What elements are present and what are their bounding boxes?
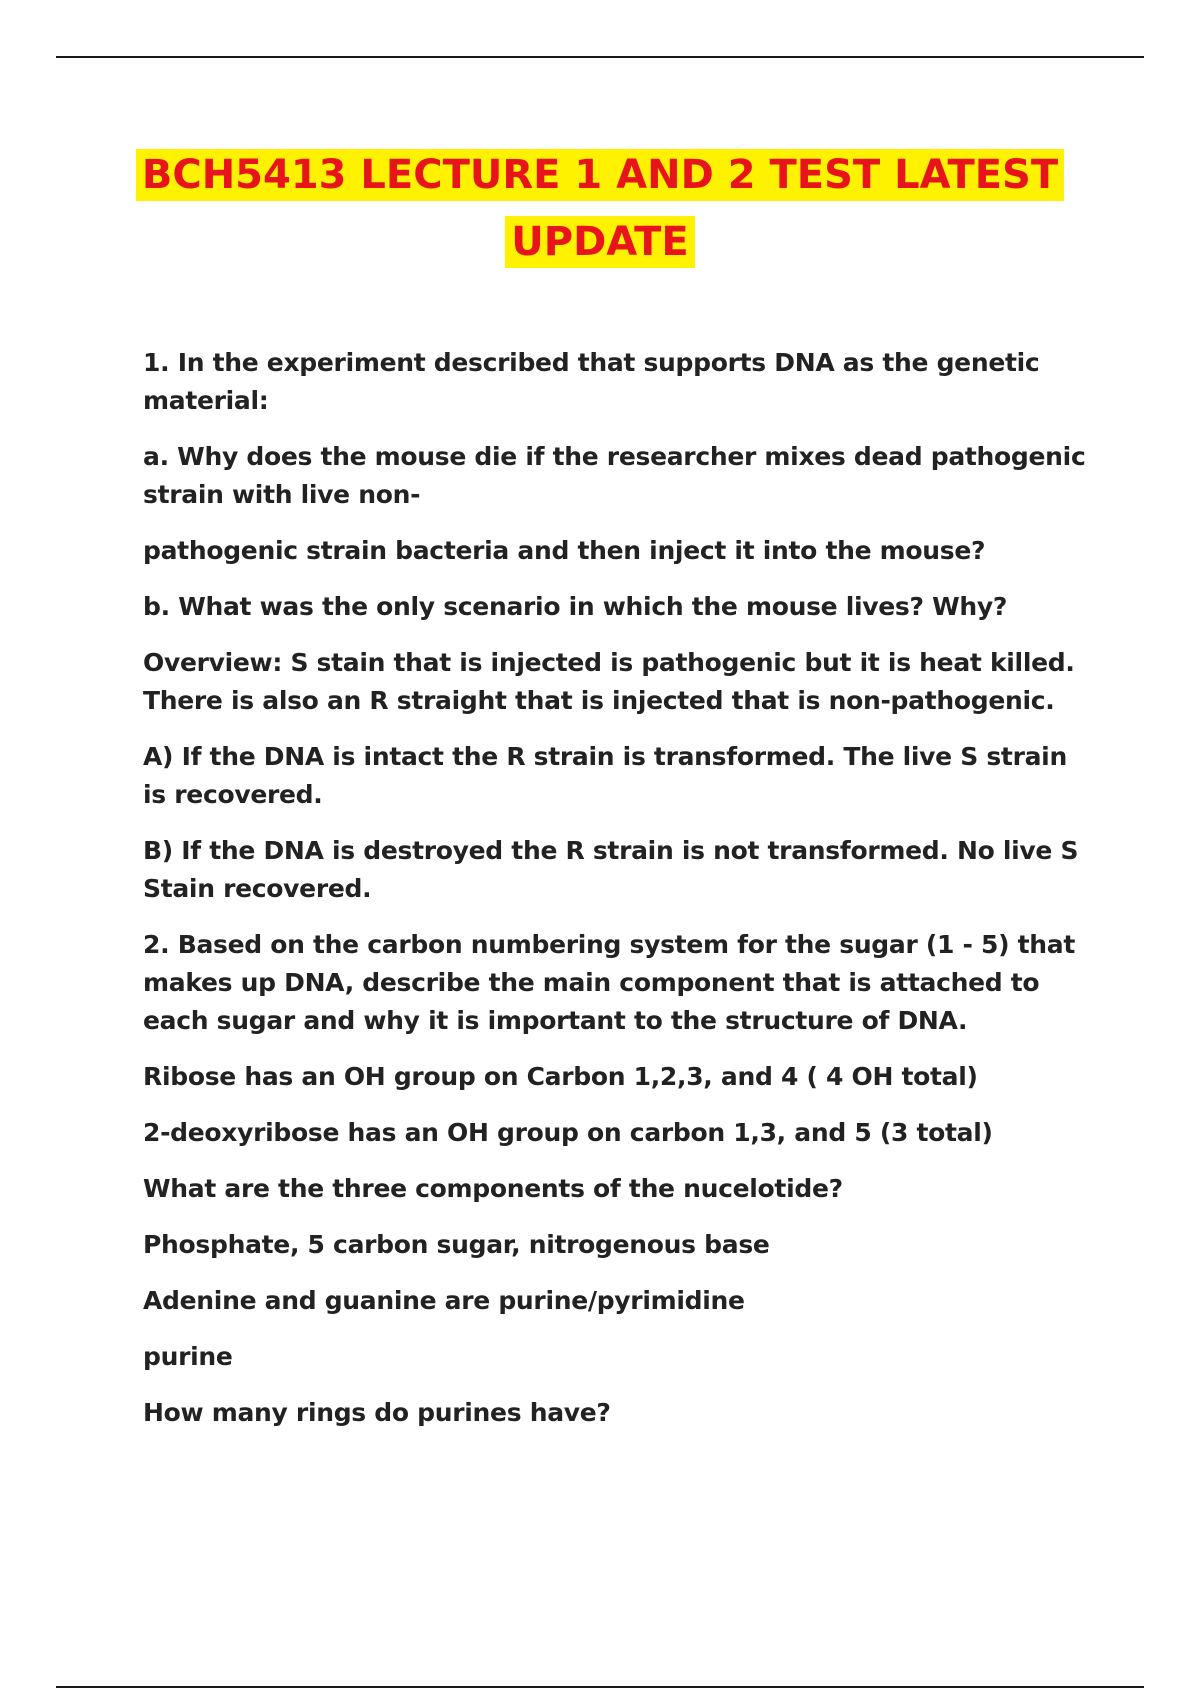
bottom-rule: [56, 1686, 1144, 1688]
ribose-answer: Ribose has an OH group on Carbon 1,2,3, and 4 ( 4 OH total): [143, 1062, 978, 1091]
nucleotide-question: What are the three components of the nucelotide?: [143, 1174, 843, 1203]
nucleotide-answer: Phosphate, 5 carbon sugar, nitrogenous base: [143, 1230, 770, 1259]
answer-b: B) If the DNA is destroyed the R strain is not transformed. No live S Stain recovered.: [143, 836, 1079, 903]
rings-question: How many rings do purines have?: [143, 1398, 611, 1427]
overview-answer: Overview: S stain that is injected is pathogenic but it is heat killed. There is also an R straight that is injected that is non-pathogenic.: [143, 648, 1075, 715]
purine-question: Adenine and guanine are purine/pyrimidine: [143, 1286, 745, 1315]
answer-a: A) If the DNA is intact the R strain is transformed. The live S strain is recovered.: [143, 742, 1067, 809]
title-line-2: UPDATE: [505, 216, 694, 268]
question-1b: b. What was the only scenario in which the mouse lives? Why?: [143, 592, 1008, 621]
question-2: 2. Based on the carbon numbering system for the sugar (1 - 5) that makes up DNA, describe the main component that is attached to each sugar and why it is important to the structure of DNA.: [143, 930, 1076, 1035]
purine-answer: purine: [143, 1342, 233, 1371]
question-1a-part-2: pathogenic strain bacteria and then inject it into the mouse?: [143, 536, 986, 565]
document-body: [143, 344, 1088, 1450]
top-rule: [56, 56, 1144, 58]
question-1a-part-1: a. Why does the mouse die if the researcher mixes dead pathogenic strain with live non-: [143, 442, 1086, 509]
document-title: [0, 142, 1200, 276]
question-1: 1. In the experiment described that supports DNA as the genetic material:: [143, 348, 1040, 415]
deoxyribose-answer: 2-deoxyribose has an OH group on carbon 1,3, and 5 (3 total): [143, 1118, 993, 1147]
title-line-1: BCH5413 LECTURE 1 AND 2 TEST LATEST: [136, 149, 1064, 201]
